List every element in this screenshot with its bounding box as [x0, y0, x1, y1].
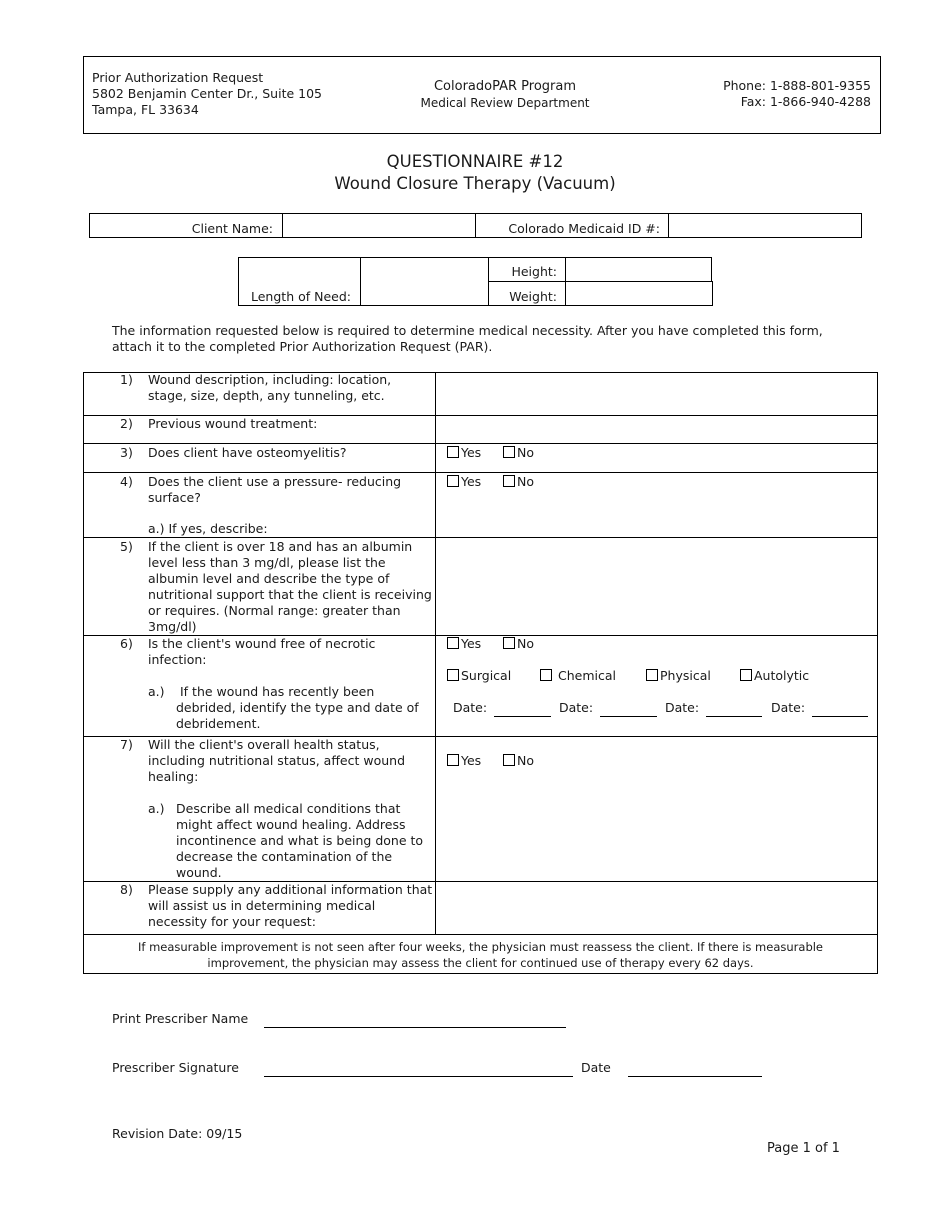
- chemical-date-field[interactable]: [600, 716, 657, 717]
- q4-no-checkbox[interactable]: [503, 475, 515, 487]
- intro-text: [112, 323, 823, 355]
- q4-yes-label: Yes: [461, 474, 482, 489]
- q6-number: 6): [120, 636, 133, 651]
- surgical-label: Surgical: [461, 668, 512, 683]
- page-title: [0, 151, 950, 195]
- q6-text: [148, 636, 375, 668]
- physical-date-field[interactable]: [706, 716, 762, 717]
- title-line1: QUESTIONNAIRE #12: [386, 152, 564, 171]
- physical-checkbox[interactable]: [646, 669, 658, 681]
- table-column-divider: [435, 372, 436, 934]
- prescriber-signature-field[interactable]: [264, 1076, 573, 1077]
- q7-yes-checkbox[interactable]: [447, 754, 459, 766]
- q5-line: level less than 3 mg/dl, please list the: [148, 555, 386, 570]
- q3-no-checkbox[interactable]: [503, 446, 515, 458]
- header-address: [92, 70, 322, 118]
- autolytic-option[interactable]: [740, 668, 809, 683]
- q5-answer-area[interactable]: [437, 539, 876, 634]
- surgical-checkbox[interactable]: [447, 669, 459, 681]
- medicaid-label: Colorado Medicaid ID #:: [508, 221, 660, 236]
- q5-number: 5): [120, 539, 133, 554]
- signature-date-label: Date: [581, 1060, 611, 1075]
- autolytic-date-field[interactable]: [812, 716, 868, 717]
- height-input[interactable]: [565, 257, 712, 282]
- header-program: [380, 78, 630, 112]
- q7-number: 7): [120, 737, 133, 752]
- q4-line: surface?: [148, 490, 201, 505]
- row-divider-8: [83, 934, 878, 935]
- q7-no-label: No: [517, 753, 534, 768]
- surgical-date-label: Date:: [453, 700, 488, 715]
- q7-sub-text: [176, 801, 423, 881]
- q1-line: stage, size, depth, any tunneling, etc.: [148, 388, 385, 403]
- note-line2: improvement, the physician may assess the client for continued use of therapy every 62 days.: [207, 956, 754, 970]
- print-prescriber-label: Print Prescriber Name: [112, 1011, 249, 1026]
- q6-yes-checkbox[interactable]: [447, 637, 459, 649]
- q2-number: 2): [120, 416, 133, 431]
- header-left-line1: Prior Authorization Request: [92, 70, 264, 85]
- q7-no-option[interactable]: [503, 753, 534, 768]
- row-divider-3: [83, 472, 878, 473]
- q4-number: 4): [120, 474, 133, 489]
- weight-label: Weight:: [509, 289, 557, 304]
- q7-line: Will the client's overall health status,: [148, 737, 380, 752]
- q4-no-option[interactable]: [503, 474, 534, 489]
- q4-yes-checkbox[interactable]: [447, 475, 459, 487]
- q3-yes-option[interactable]: [447, 445, 481, 460]
- header-phone: Phone: 1-888-801-9355: [723, 78, 871, 93]
- q2-text: [148, 416, 317, 432]
- q1-line: Wound description, including: location,: [148, 372, 392, 387]
- q3-text: [148, 445, 347, 461]
- therapy-note: [83, 939, 878, 971]
- print-prescriber-field[interactable]: [264, 1027, 566, 1028]
- q8-line: Please supply any additional information that: [148, 882, 433, 897]
- physical-label: Physical: [660, 668, 711, 683]
- q6-sub-line: debrided, identify the type and date of: [176, 700, 419, 715]
- signature-date-field[interactable]: [628, 1076, 762, 1077]
- header-left-line3: Tampa, FL 33634: [92, 102, 199, 117]
- physical-option[interactable]: [646, 668, 711, 683]
- chemical-date-label: Date:: [559, 700, 594, 715]
- q3-yes-checkbox[interactable]: [447, 446, 459, 458]
- q5-line: nutritional support that the client is receiving: [148, 587, 432, 602]
- q1-number: 1): [120, 372, 133, 387]
- revision-date: Revision Date: 09/15: [112, 1126, 243, 1141]
- header-fax: Fax: 1-866-940-4288: [740, 94, 871, 109]
- q6-sub-text: [176, 684, 419, 732]
- q7-no-checkbox[interactable]: [503, 754, 515, 766]
- q2-line: Previous wound treatment:: [148, 416, 318, 431]
- q3-yes-label: Yes: [461, 445, 482, 460]
- q7-sub-line: decrease the contamination of the: [176, 849, 393, 864]
- q6-line: Is the client's wound free of necrotic: [148, 636, 376, 651]
- row-divider-2: [83, 443, 878, 444]
- client-name-input[interactable]: [282, 213, 476, 238]
- autolytic-checkbox[interactable]: [740, 669, 752, 681]
- chemical-label: Chemical: [558, 668, 616, 683]
- q5-line: 3mg/dl): [148, 619, 197, 634]
- q8-text: [148, 882, 432, 930]
- q7-yes-option[interactable]: [447, 753, 481, 768]
- autolytic-date-label: Date:: [771, 700, 806, 715]
- q7-sub-label: a.): [148, 801, 165, 816]
- q3-no-label: No: [517, 445, 534, 460]
- row-divider-4: [83, 537, 878, 538]
- q7-line: healing:: [148, 769, 199, 784]
- q8-line: necessity for your request:: [148, 914, 316, 929]
- q8-line: will assist us in determining medical: [148, 898, 376, 913]
- q1-text: [148, 372, 391, 404]
- height-label: Height:: [511, 264, 557, 279]
- q6-no-checkbox[interactable]: [503, 637, 515, 649]
- length-of-need-input[interactable]: [360, 257, 489, 306]
- surgical-option[interactable]: [447, 668, 511, 683]
- chemical-option[interactable]: [540, 668, 616, 683]
- q7-sub-line: incontinence and what is being done to: [176, 833, 424, 848]
- q5-line: albumin level and describe the type of: [148, 571, 390, 586]
- prescriber-signature-label: Prescriber Signature: [112, 1060, 239, 1075]
- q6-sub-line: If the wound has recently been: [180, 684, 375, 699]
- weight-input[interactable]: [565, 281, 713, 306]
- q7-sub-line: might affect wound healing. Address: [176, 817, 406, 832]
- q1-answer-area[interactable]: [437, 374, 876, 414]
- q5-line: If the client is over 18 and has an albumin: [148, 539, 413, 554]
- title-line2: Wound Closure Therapy (Vacuum): [334, 174, 616, 193]
- surgical-date-field[interactable]: [494, 716, 551, 717]
- note-line1: If measurable improvement is not seen after four weeks, the physician must reassess the client. If there is measurable: [137, 940, 824, 954]
- q4-line: Does the client use a pressure- reducing: [148, 474, 402, 489]
- q6-line: infection:: [148, 652, 207, 667]
- q3-number: 3): [120, 445, 133, 460]
- physical-date-label: Date:: [665, 700, 700, 715]
- q3-no-option[interactable]: [503, 445, 534, 460]
- q3-line: Does client have osteomyelitis?: [148, 445, 347, 460]
- q4-no-label: No: [517, 474, 534, 489]
- q7-text: [148, 737, 405, 785]
- header-center-line2: Medical Review Department: [420, 96, 590, 110]
- q4-yes-option[interactable]: [447, 474, 481, 489]
- q4-sub-text: a.) If yes, describe:: [148, 521, 268, 536]
- q6-sub-line: debridement.: [176, 716, 261, 731]
- q8-number: 8): [120, 882, 133, 897]
- q4-text: [148, 474, 401, 506]
- autolytic-label: Autolytic: [754, 668, 810, 683]
- q5-line: or requires. (Normal range: greater than: [148, 603, 401, 618]
- header-contact: [723, 78, 871, 110]
- length-label: Length of Need:: [251, 289, 351, 304]
- q6-yes-option[interactable]: [447, 636, 481, 651]
- q6-no-label: No: [517, 636, 534, 651]
- q6-no-option[interactable]: [503, 636, 534, 651]
- q7-line: including nutritional status, affect wound: [148, 753, 406, 768]
- q7-sub-line: Describe all medical conditions that: [176, 801, 401, 816]
- header-left-line2: 5802 Benjamin Center Dr., Suite 105: [92, 86, 322, 101]
- client-name-label: Client Name:: [191, 221, 273, 236]
- q6-sub-label: a.): [148, 684, 165, 699]
- q7-sub-line: wound.: [176, 865, 222, 880]
- chemical-checkbox[interactable]: [540, 669, 552, 681]
- medicaid-id-input[interactable]: [668, 213, 862, 238]
- q2-answer-area[interactable]: [437, 417, 876, 442]
- q7-yes-label: Yes: [461, 753, 482, 768]
- page-number: Page 1 of 1: [767, 1141, 840, 1156]
- q5-text: [148, 539, 432, 635]
- intro-line2: attach it to the completed Prior Authorization Request (PAR).: [112, 339, 493, 354]
- q8-answer-area[interactable]: [437, 883, 876, 933]
- header-center-line1: ColoradoPAR Program: [433, 79, 577, 94]
- q6-yes-label: Yes: [461, 636, 482, 651]
- intro-line1: The information requested below is required to determine medical necessity. After you have completed this form,: [112, 323, 823, 338]
